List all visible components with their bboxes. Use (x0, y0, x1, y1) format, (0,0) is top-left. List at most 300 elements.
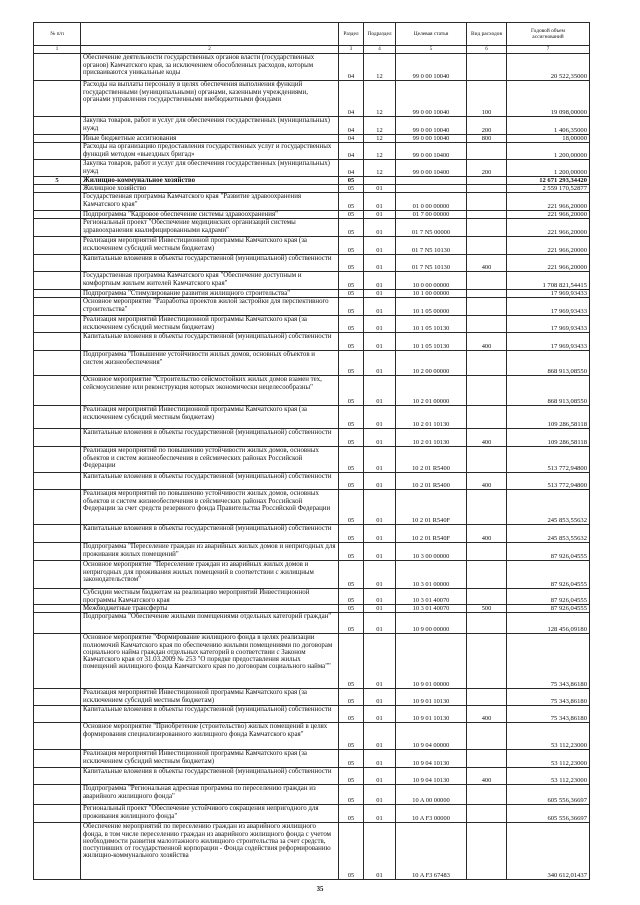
row-podrazdel: 01 (364, 376, 396, 406)
row-amount: 340 612,01437 (507, 823, 590, 880)
row-target-article: 10 2 01 R540F (396, 525, 467, 543)
row-expense-type (467, 785, 507, 805)
row-number (34, 351, 81, 376)
table-row (34, 211, 590, 219)
row-description: Подпрограмма "Региональная адресная программа по переселению граждан из аварийного жилищного фонда" (81, 785, 339, 805)
row-podrazdel: 01 (364, 406, 396, 429)
row-description: Основное мероприятие "Строительство сейсмостойких жилых домов взамен тех, сейсмоусиление или реконструкция которых экономически нецелесообразны" (81, 376, 339, 406)
row-number (34, 689, 81, 706)
row-target-article: 10 A 00 00000 (396, 785, 467, 805)
row-description: Реализация мероприятий по повышению устойчивости жилых домов, основных объектов и систем жизнеобеспечения в сейсмических районах Российской Федерации за счет средств резервного фонда Правительства Российской Федерации (81, 490, 339, 525)
row-expense-type (467, 750, 507, 768)
table-row (34, 177, 590, 185)
row-podrazdel: 01 (364, 689, 396, 706)
row-target-article: 10 2 01 10130 (396, 429, 467, 447)
row-podrazdel: 01 (364, 805, 396, 823)
row-description: Обеспечение мероприятий по переселению граждан из аварийного жилищного фонда, в том числе переселению граждан из аварийного жилищного фонда с учетом необходимости развития малоэтажного жилищного строительства за счет средств, поступивших от государственной корпорации - Фонда содействия реформированию жилищно-коммунального хозяйства (81, 823, 339, 880)
table-row (34, 768, 590, 785)
row-razdel: 05 (339, 589, 364, 605)
row-description: Реализация мероприятий по повышению устойчивости жилых домов, основных объектов и систем жизнеобеспечения в сейсмических районах Российской Федерации (81, 447, 339, 473)
row-podrazdel: 01 (364, 605, 396, 613)
table-row (34, 490, 590, 525)
row-razdel: 05 (339, 723, 364, 750)
row-podrazdel: 12 (364, 117, 396, 135)
row-expense-type (467, 272, 507, 290)
row-amount: 12 671 293,34420 (507, 177, 590, 185)
row-amount: 53 112,23000 (507, 768, 590, 785)
table-row (34, 219, 590, 237)
row-expense-type (467, 805, 507, 823)
row-description: Государственная программа Камчатского края "Развитие здравоохранения Камчатского края" (81, 193, 339, 211)
row-expense-type: 400 (467, 255, 507, 272)
row-amount: 221 966,20000 (507, 211, 590, 219)
table-row (34, 429, 590, 447)
row-amount: 17 969,93433 (507, 290, 590, 298)
table-row (34, 185, 590, 193)
row-description: Региональный проект "Обеспечение медицинских организаций системы здравоохранения квалифицированными кадрами" (81, 219, 339, 237)
row-number (34, 185, 81, 193)
row-description: Капитальные вложения в объекты государственной (муниципальной) собственности (81, 706, 339, 723)
row-number (34, 290, 81, 298)
row-amount: 221 966,20000 (507, 219, 590, 237)
row-target-article: 10 1 05 10130 (396, 316, 467, 333)
column-number: 5 (396, 46, 467, 54)
row-number (34, 823, 81, 880)
header-target-article (396, 23, 467, 46)
row-expense-type (467, 376, 507, 406)
row-amount: 17 969,93433 (507, 316, 590, 333)
row-expense-type (467, 447, 507, 473)
header-podrazdel (364, 23, 396, 46)
row-podrazdel: 01 (364, 298, 396, 316)
row-amount: 128 456,09180 (507, 613, 590, 634)
row-description: Капитальные вложения в объекты государственной (муниципальной) собственности (81, 255, 339, 272)
row-number (34, 543, 81, 561)
row-amount: 513 772,94800 (507, 447, 590, 473)
row-podrazdel: 01 (364, 333, 396, 351)
row-target-article: 10 1 00 00000 (396, 290, 467, 298)
row-amount: 868 913,08550 (507, 351, 590, 376)
row-podrazdel: 01 (364, 185, 396, 193)
row-description: Подпрограмма "Повышение устойчивости жилых домов, основных объектов и систем жизнеобеспечения" (81, 351, 339, 376)
row-razdel: 05 (339, 689, 364, 706)
row-podrazdel: 01 (364, 543, 396, 561)
row-description: Закупка товаров, работ и услуг для обеспечения государственных (муниципальных) нужд (81, 160, 339, 177)
row-expense-type: 100 (467, 81, 507, 117)
row-podrazdel: 01 (364, 237, 396, 255)
row-amount: 868 913,08550 (507, 376, 590, 406)
row-description: Основное мероприятие "Формирование жилищного фонда в целях реализации полномочий Камчатского края по обеспечению жилыми помещениями по договорам социального найма граждан отдельных категорий в соответствии с Законом Камчатского края от 31.03.2009 № 253 "О порядке предоставления жилых помещений жилищного фонда Камчатского края по договорам социального найма"" (81, 634, 339, 689)
row-amount: 605 556,36697 (507, 805, 590, 823)
row-amount: 221 966,20000 (507, 255, 590, 272)
row-razdel: 05 (339, 605, 364, 613)
row-podrazdel: 01 (364, 589, 396, 605)
row-target-article: 10 2 01 10130 (396, 406, 467, 429)
table-body (34, 54, 590, 880)
table-row (34, 823, 590, 880)
row-razdel: 05 (339, 805, 364, 823)
row-target-article: 10 9 01 00000 (396, 634, 467, 689)
row-razdel: 05 (339, 490, 364, 525)
row-expense-type (467, 543, 507, 561)
table-row (34, 406, 590, 429)
table-row (34, 473, 590, 490)
row-amount: 75 343,86180 (507, 706, 590, 723)
row-description: Иные бюджетные ассигнования (81, 135, 339, 143)
row-description: Субсидии местным бюджетам на реализацию мероприятий Инвестиционной программы Камчатского края (81, 589, 339, 605)
row-amount: 17 969,93433 (507, 298, 590, 316)
row-razdel: 05 (339, 473, 364, 490)
row-amount: 20 522,35000 (507, 54, 590, 81)
row-expense-type (467, 634, 507, 689)
column-number: 3 (339, 46, 364, 54)
table-row (34, 316, 590, 333)
table-row (34, 376, 590, 406)
row-amount: 605 556,36697 (507, 785, 590, 805)
row-number (34, 429, 81, 447)
row-expense-type (467, 589, 507, 605)
row-razdel: 04 (339, 54, 364, 81)
row-number (34, 193, 81, 211)
row-number (34, 473, 81, 490)
table-row (34, 613, 590, 634)
row-podrazdel: 01 (364, 768, 396, 785)
row-target-article (396, 185, 467, 193)
row-amount: 19 098,00000 (507, 81, 590, 117)
row-number (34, 117, 81, 135)
row-podrazdel: 01 (364, 193, 396, 211)
row-description: Основное мероприятие "Приобретение (строительство) жилых помещений в целях формирования специализированного жилищного фонда Камчатского края" (81, 723, 339, 750)
row-number (34, 272, 81, 290)
row-podrazdel: 01 (364, 219, 396, 237)
row-podrazdel: 01 (364, 723, 396, 750)
column-number: 6 (467, 46, 507, 54)
table-header-row (34, 23, 590, 46)
table-row (34, 723, 590, 750)
row-amount: 245 853,55632 (507, 490, 590, 525)
row-razdel: 05 (339, 255, 364, 272)
row-number (34, 143, 81, 160)
row-razdel: 05 (339, 406, 364, 429)
table-row (34, 447, 590, 473)
row-target-article: 10 3 01 00000 (396, 561, 467, 589)
row-expense-type (467, 613, 507, 634)
column-number: 2 (81, 46, 339, 54)
row-number (34, 219, 81, 237)
row-razdel: 05 (339, 376, 364, 406)
row-razdel: 05 (339, 823, 364, 880)
row-amount: 53 112,23000 (507, 750, 590, 768)
row-target-article: 01 7 N5 00000 (396, 219, 467, 237)
row-podrazdel: 01 (364, 785, 396, 805)
row-number (34, 589, 81, 605)
row-number (34, 490, 81, 525)
header-number-label: № п/п (50, 30, 64, 37)
row-podrazdel: 01 (364, 351, 396, 376)
header-annual-amount (507, 23, 590, 46)
row-description: Расходы на выплаты персоналу в целях обеспечения выполнения функций государственными (муниципальными) органами, казенными учреждениями, органами управления государственными внебюджетными фондами (81, 81, 339, 117)
row-target-article: 01 0 00 00000 (396, 193, 467, 211)
column-number: 4 (364, 46, 396, 54)
row-target-article: 10 9 01 10130 (396, 706, 467, 723)
row-target-article (396, 177, 467, 185)
row-target-article: 10 9 04 10130 (396, 750, 467, 768)
row-description: Подпрограмма "Обеспечение жилыми помещениями отдельных категорий граждан" (81, 613, 339, 634)
budget-table (33, 22, 590, 880)
row-razdel: 05 (339, 768, 364, 785)
row-number (34, 298, 81, 316)
row-description: Реализация мероприятий Инвестиционной программы Камчатского края (за исключением субсидий местным бюджетам) (81, 406, 339, 429)
header-number (34, 23, 81, 46)
row-target-article: 01 7 00 00000 (396, 211, 467, 219)
row-amount: 1 200,00000 (507, 143, 590, 160)
row-description: Реализация мероприятий Инвестиционной программы Камчатского края (за исключением субсидий местным бюджетам) (81, 237, 339, 255)
row-description: Государственная программа Камчатского края "Обеспечение доступным и комфортным жильем жителей Камчатского края" (81, 272, 339, 290)
row-description: Капитальные вложения в объекты государственной (муниципальной) собственности (81, 525, 339, 543)
row-amount: 221 966,20000 (507, 193, 590, 211)
row-podrazdel: 12 (364, 81, 396, 117)
row-podrazdel: 01 (364, 272, 396, 290)
row-target-article: 10 9 04 00000 (396, 723, 467, 750)
row-razdel: 05 (339, 316, 364, 333)
header-annual-amount-label: Годовой объем ассигнований (531, 27, 565, 40)
column-number-row (34, 46, 590, 54)
row-podrazdel: 12 (364, 143, 396, 160)
row-amount: 2 559 170,52877 (507, 185, 590, 193)
row-expense-type (467, 211, 507, 219)
row-razdel: 05 (339, 237, 364, 255)
row-podrazdel: 01 (364, 706, 396, 723)
row-expense-type: 400 (467, 429, 507, 447)
row-expense-type (467, 237, 507, 255)
row-target-article: 99 0 00 10040 (396, 135, 467, 143)
table-row (34, 298, 590, 316)
row-number (34, 237, 81, 255)
row-podrazdel: 12 (364, 54, 396, 81)
header-podrazdel-label: Подраздел (367, 30, 392, 37)
row-number (34, 81, 81, 117)
table-row (34, 143, 590, 160)
row-number (34, 54, 81, 81)
row-razdel: 05 (339, 543, 364, 561)
row-target-article: 10 3 00 00000 (396, 543, 467, 561)
row-target-article: 10 A F3 67483 (396, 823, 467, 880)
row-amount: 245 853,55632 (507, 525, 590, 543)
row-target-article: 10 3 01 40070 (396, 605, 467, 613)
row-expense-type (467, 689, 507, 706)
row-razdel: 04 (339, 160, 364, 177)
row-expense-type (467, 177, 507, 185)
table-row (34, 54, 590, 81)
row-expense-type: 200 (467, 117, 507, 135)
row-expense-type: 400 (467, 473, 507, 490)
row-target-article: 10 0 00 00000 (396, 272, 467, 290)
row-podrazdel: 01 (364, 255, 396, 272)
table-row (34, 785, 590, 805)
row-amount: 1 406,35000 (507, 117, 590, 135)
row-expense-type: 500 (467, 605, 507, 613)
row-podrazdel: 01 (364, 429, 396, 447)
row-amount: 87 926,04555 (507, 605, 590, 613)
row-description: Капитальные вложения в объекты государственной (муниципальной) собственности (81, 768, 339, 785)
row-expense-type: 400 (467, 333, 507, 351)
row-podrazdel: 01 (364, 290, 396, 298)
row-description: Капитальные вложения в объекты государственной (муниципальной) собственности (81, 333, 339, 351)
row-expense-type (467, 823, 507, 880)
row-expense-type (467, 561, 507, 589)
row-razdel: 05 (339, 750, 364, 768)
row-description: Межбюджетные трансферты (81, 605, 339, 613)
row-number (34, 160, 81, 177)
row-podrazdel: 01 (364, 613, 396, 634)
table-row (34, 135, 590, 143)
row-description: Региональный проект "Обеспечение устойчивого сокращения непригодного для проживания жилищного фонда" (81, 805, 339, 823)
row-podrazdel: 01 (364, 316, 396, 333)
row-podrazdel: 01 (364, 525, 396, 543)
row-number (34, 723, 81, 750)
table-row (34, 290, 590, 298)
row-amount: 75 343,86180 (507, 689, 590, 706)
row-expense-type (467, 351, 507, 376)
table-row (34, 750, 590, 768)
row-number (34, 376, 81, 406)
row-number (34, 333, 81, 351)
row-number (34, 525, 81, 543)
row-expense-type: 400 (467, 768, 507, 785)
row-number (34, 750, 81, 768)
row-podrazdel: 01 (364, 561, 396, 589)
row-razdel: 05 (339, 298, 364, 316)
row-razdel: 05 (339, 272, 364, 290)
row-target-article: 99 0 00 10040 (396, 54, 467, 81)
row-expense-type: 800 (467, 135, 507, 143)
row-description: Жилищное хозяйство (81, 185, 339, 193)
row-number (34, 785, 81, 805)
row-razdel: 05 (339, 177, 364, 185)
row-description: Подпрограмма "Кадровое обеспечение системы здравоохранения" (81, 211, 339, 219)
row-razdel: 05 (339, 290, 364, 298)
row-amount: 53 112,23000 (507, 723, 590, 750)
row-razdel: 05 (339, 447, 364, 473)
header-expense-type-label: Вид расходов (471, 30, 502, 37)
table-row (34, 605, 590, 613)
row-expense-type: 200 (467, 160, 507, 177)
row-amount: 18,00000 (507, 135, 590, 143)
row-target-article: 10 9 04 10130 (396, 768, 467, 785)
row-amount: 221 966,20000 (507, 237, 590, 255)
header-razdel (339, 23, 364, 46)
row-number (34, 768, 81, 785)
row-number (34, 561, 81, 589)
row-target-article: 10 9 00 00000 (396, 613, 467, 634)
row-razdel: 05 (339, 351, 364, 376)
row-description: Подпрограмма "Переселение граждан из аварийных жилых домов и непригодных для проживания жилых помещений" (81, 543, 339, 561)
row-amount: 87 926,04555 (507, 561, 590, 589)
row-podrazdel: 01 (364, 750, 396, 768)
row-description: Жилищно-коммунальное хозяйство (81, 177, 339, 185)
row-podrazdel: 01 (364, 634, 396, 689)
row-number (34, 255, 81, 272)
row-amount: 75 343,86180 (507, 634, 590, 689)
row-razdel: 05 (339, 561, 364, 589)
row-podrazdel (364, 177, 396, 185)
row-razdel: 04 (339, 143, 364, 160)
row-number (34, 316, 81, 333)
row-podrazdel: 01 (364, 473, 396, 490)
row-razdel: 05 (339, 706, 364, 723)
row-amount: 87 926,04555 (507, 589, 590, 605)
row-expense-type: 400 (467, 706, 507, 723)
row-amount: 1 200,00000 (507, 160, 590, 177)
row-target-article: 10 1 05 00000 (396, 298, 467, 316)
row-number (34, 805, 81, 823)
row-number (34, 447, 81, 473)
row-expense-type (467, 193, 507, 211)
row-amount: 513 772,94800 (507, 473, 590, 490)
table-row (34, 634, 590, 689)
row-podrazdel: 12 (364, 135, 396, 143)
header-name (81, 23, 339, 46)
row-target-article: 10 2 01 00000 (396, 376, 467, 406)
table-row (34, 805, 590, 823)
row-description: Капитальные вложения в объекты государственной (муниципальной) собственности (81, 473, 339, 490)
row-razdel: 05 (339, 429, 364, 447)
row-target-article: 10 3 01 40070 (396, 589, 467, 605)
row-razdel: 05 (339, 185, 364, 193)
row-razdel: 04 (339, 81, 364, 117)
row-amount: 109 286,58118 (507, 429, 590, 447)
row-razdel: 05 (339, 211, 364, 219)
row-podrazdel: 01 (364, 211, 396, 219)
row-number (34, 406, 81, 429)
header-target-article-label: Целевая статья (413, 30, 449, 37)
table-row (34, 237, 590, 255)
row-expense-type (467, 298, 507, 316)
row-description: Закупка товаров, работ и услуг для обеспечения государственных (муниципальных) нужд (81, 117, 339, 135)
row-amount: 87 926,04555 (507, 543, 590, 561)
row-number (34, 613, 81, 634)
row-number (34, 211, 81, 219)
row-amount: 1 708 821,54415 (507, 272, 590, 290)
row-expense-type (467, 185, 507, 193)
row-description: Подпрограмма "Стимулирование развития жилищного строительства" (81, 290, 339, 298)
row-target-article: 99 0 00 10040 (396, 81, 467, 117)
page-number: 35 (316, 886, 324, 893)
row-razdel: 05 (339, 634, 364, 689)
row-razdel: 05 (339, 193, 364, 211)
row-target-article: 10 2 01 R5400 (396, 473, 467, 490)
row-description: Расходы на организацию предоставления государственных услуг и государственных функций методом «выездных бригад» (81, 143, 339, 160)
row-podrazdel: 01 (364, 447, 396, 473)
column-number: 1 (34, 46, 81, 54)
row-razdel: 05 (339, 613, 364, 634)
row-number (34, 634, 81, 689)
row-description: Реализация мероприятий Инвестиционной программы Камчатского края (за исключением субсидий местным бюджетам) (81, 689, 339, 706)
table-row (34, 689, 590, 706)
row-expense-type (467, 316, 507, 333)
row-expense-type (467, 290, 507, 298)
row-expense-type (467, 54, 507, 81)
row-expense-type (467, 406, 507, 429)
row-podrazdel: 01 (364, 823, 396, 880)
row-expense-type: 400 (467, 525, 507, 543)
row-description: Реализация мероприятий Инвестиционной программы Камчатского края (за исключением субсидий местным бюджетам) (81, 316, 339, 333)
row-target-article: 01 7 N5 10130 (396, 237, 467, 255)
table-row (34, 706, 590, 723)
column-number: 7 (507, 46, 590, 54)
row-number (34, 135, 81, 143)
table-row (34, 160, 590, 177)
